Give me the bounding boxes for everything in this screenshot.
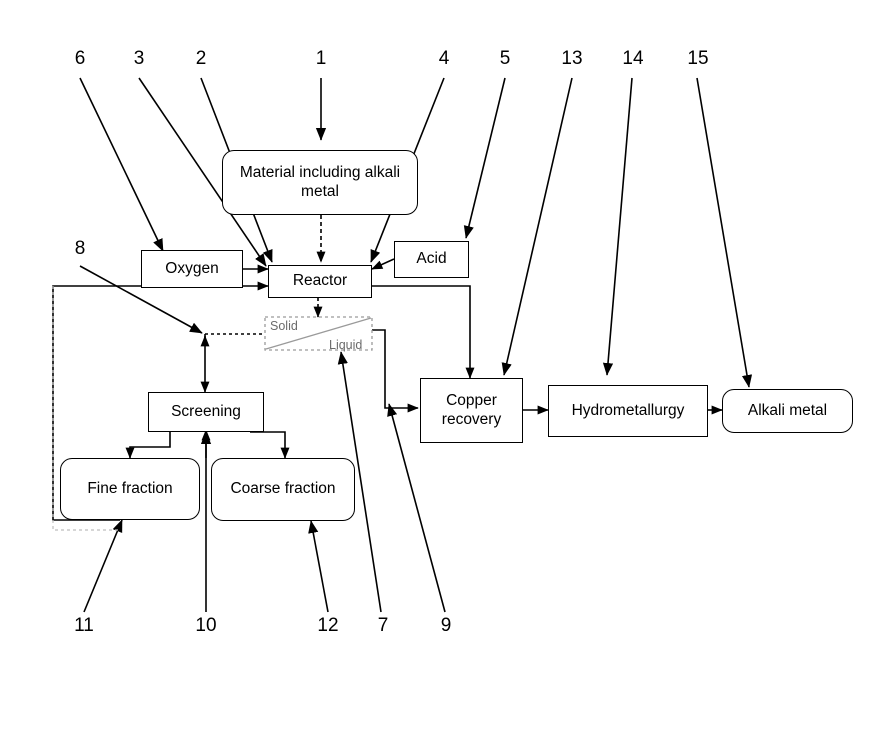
node-hydrometallurgy[interactable]: Hydrometallurgy	[548, 385, 708, 437]
node-fine-fraction[interactable]: Fine fraction	[60, 458, 200, 520]
separator-liquid-label: Liquid	[329, 338, 363, 352]
node-screening[interactable]: Screening	[148, 392, 264, 432]
node-reactor[interactable]: Reactor	[268, 265, 372, 298]
ref-numeral-12: 12	[317, 615, 339, 636]
ref-numeral-13: 13	[561, 48, 583, 69]
ref-numeral-11: 11	[74, 615, 94, 636]
ref-numeral-4: 4	[438, 48, 450, 69]
node-acid[interactable]: Acid	[394, 241, 469, 278]
ref-numeral-6: 6	[74, 48, 86, 69]
node-copper-recovery[interactable]: Copper recovery	[420, 378, 523, 443]
ref-numeral-5: 5	[499, 48, 511, 69]
node-material-including-alkali-metal[interactable]: Material including alkali metal	[222, 150, 418, 215]
node-coarse-fraction[interactable]: Coarse fraction	[211, 458, 355, 521]
ref-numeral-9: 9	[440, 615, 452, 636]
separator-solid-label: Solid	[270, 319, 298, 333]
node-oxygen[interactable]: Oxygen	[141, 250, 243, 288]
ref-numeral-7: 7	[377, 615, 389, 636]
ref-numeral-1: 1	[315, 48, 327, 69]
ref-numeral-8: 8	[74, 238, 86, 259]
ref-numeral-15: 15	[687, 48, 709, 69]
node-alkali-metal[interactable]: Alkali metal	[722, 389, 853, 433]
ref-numeral-3: 3	[133, 48, 145, 69]
ref-numeral-14: 14	[622, 48, 644, 69]
ref-numeral-2: 2	[195, 48, 207, 69]
ref-numeral-10: 10	[195, 615, 217, 636]
